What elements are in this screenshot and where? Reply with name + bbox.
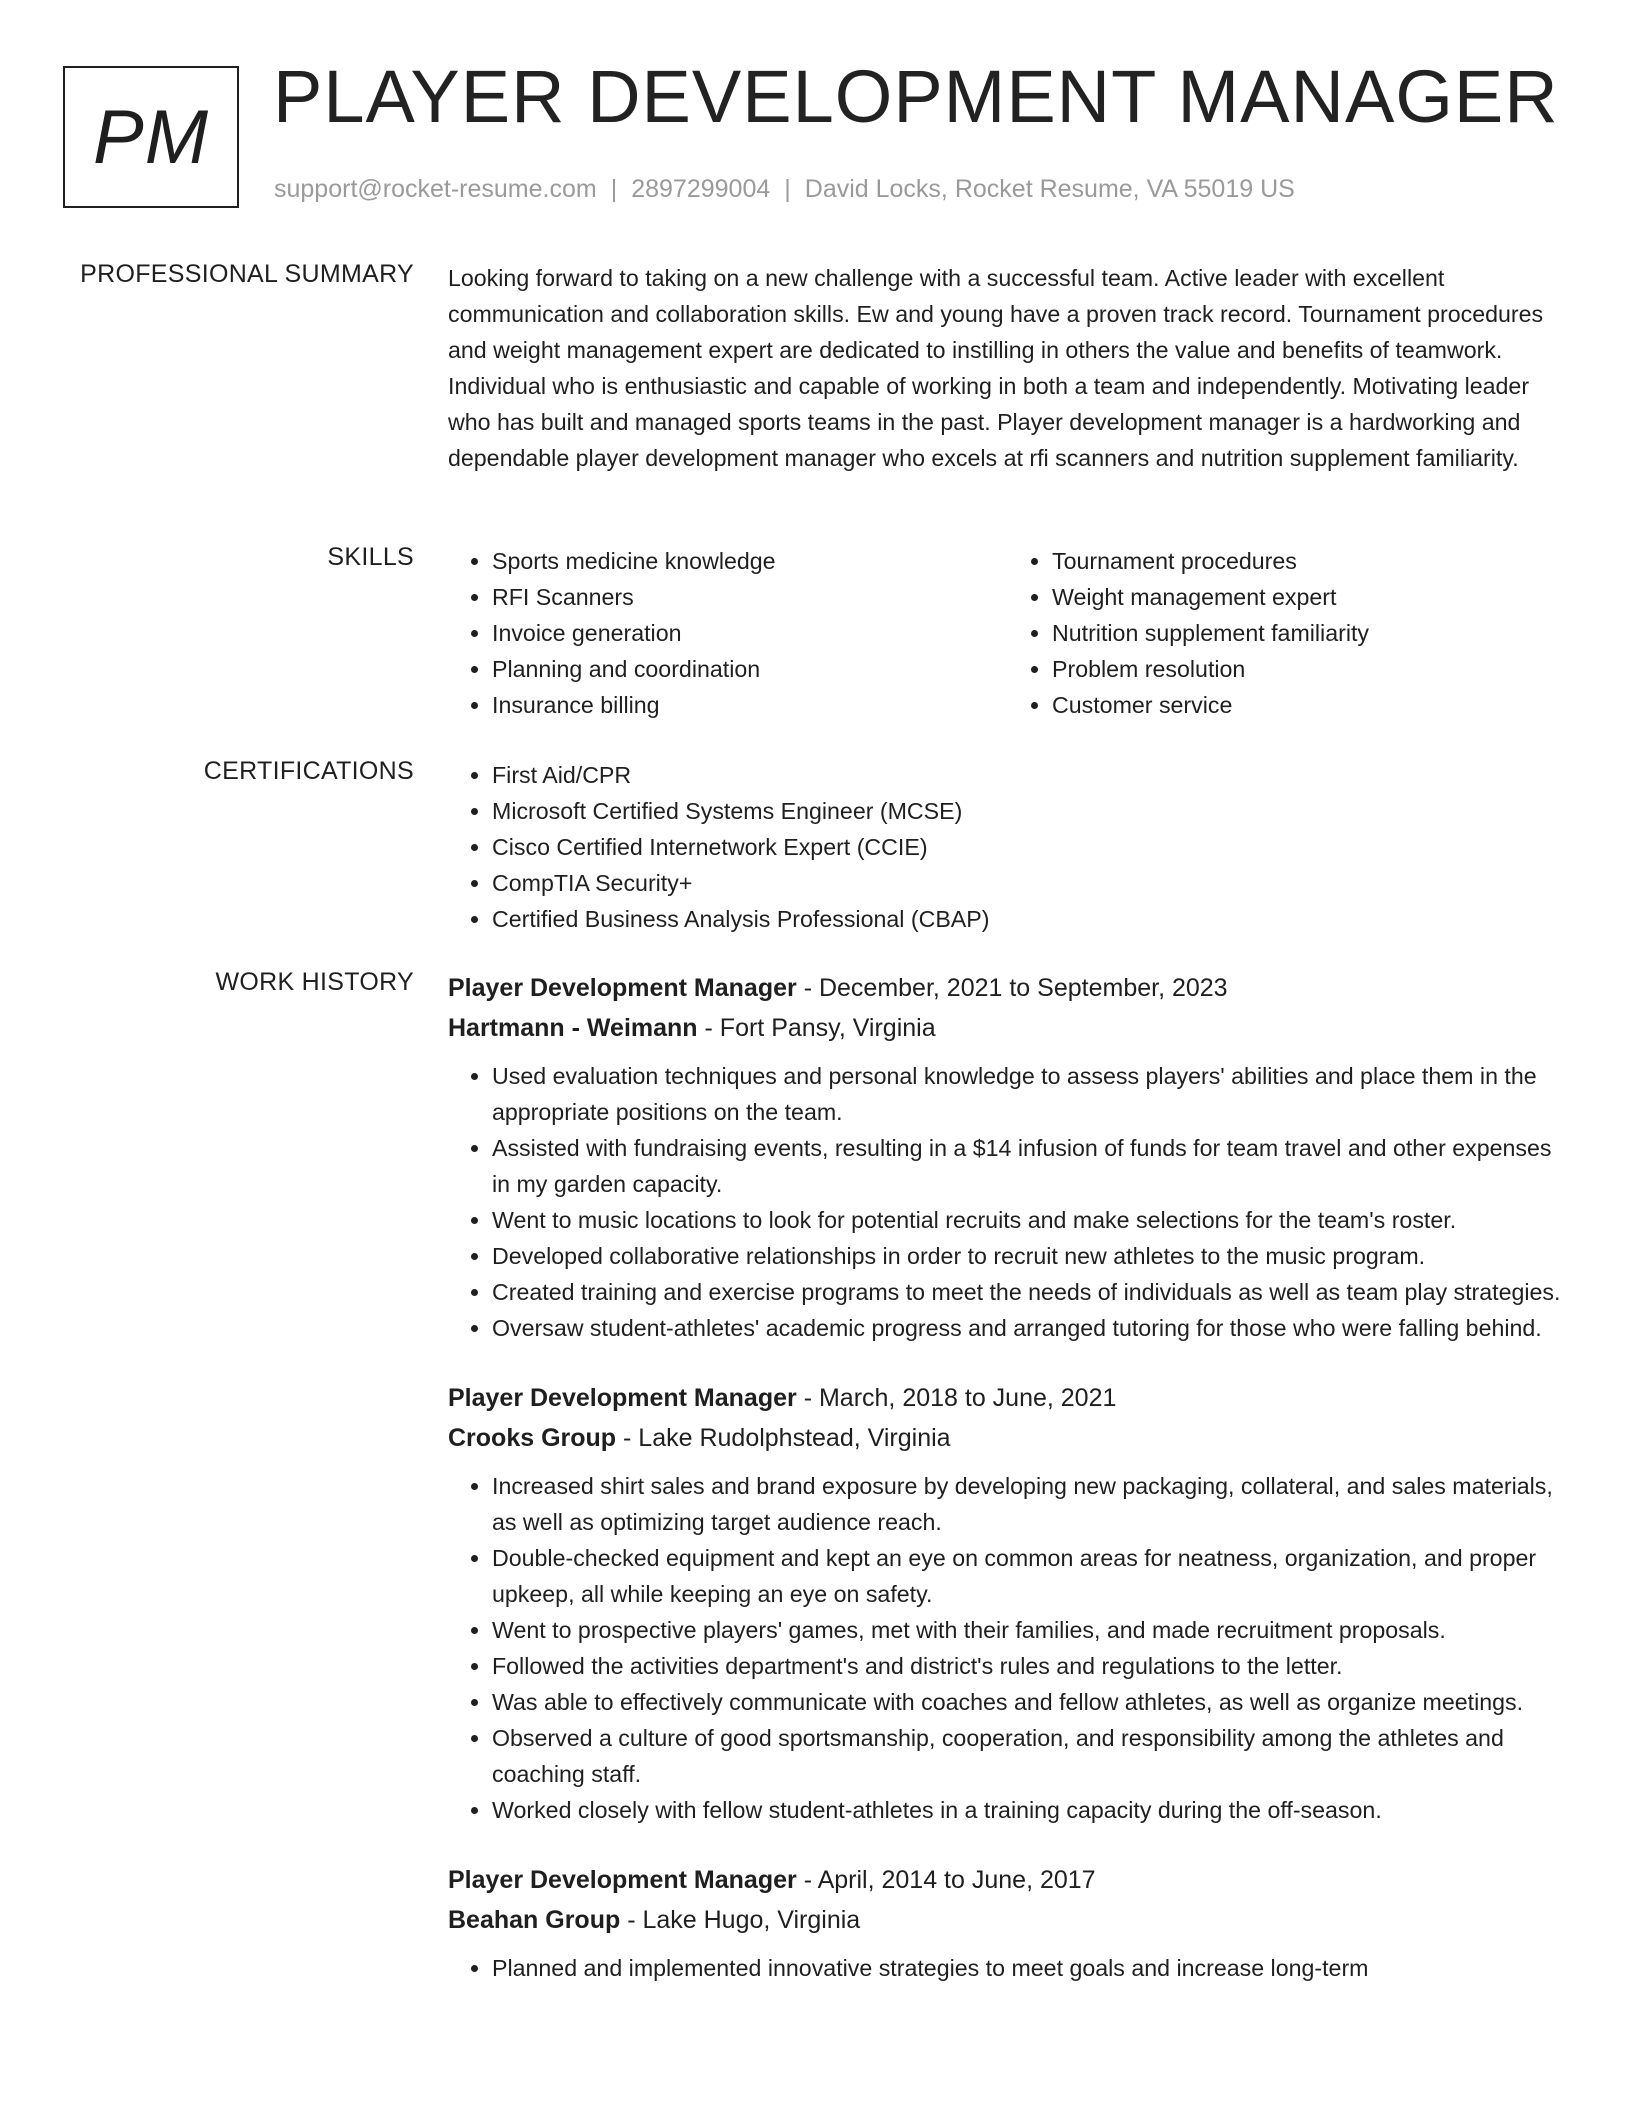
- work-history-heading: WORK HISTORY: [215, 968, 414, 996]
- job-entry: [448, 968, 1568, 1346]
- list-item: • Customer service: [1052, 687, 1568, 723]
- list-item: • Assisted with fundraising events, resulting in a $14 infusion of funds for team travel and other expenses in my garden capacity.: [492, 1130, 1568, 1202]
- job-role: Player Development Manager: [448, 974, 797, 1002]
- summary-text: Looking forward to taking on a new challenge with a successful team. Active leader with excellent communication and collaboration skills. Ew and young have a proven track record. Tournament procedures and weight management expert are dedicated to instilling in others the value and benefits of teamwork. Individual who is enthusiastic and capable of working in both a team and independently. Motivating leader who has built and managed sports teams in the past. Player development manager is a hardworking and dependable player development manager who excels at rfi scanners and nutrition supplement familiarity.: [448, 265, 1544, 471]
- job-bullets: [448, 1468, 1568, 1828]
- job-location: Fort Pansy, Virginia: [719, 1014, 936, 1042]
- list-item: • Planning and coordination: [492, 651, 1008, 687]
- list-item: • Was able to effectively communicate with coaches and fellow athletes, as well as organize meetings.: [492, 1684, 1568, 1720]
- job-bullets: [448, 1058, 1568, 1346]
- list-item: • Cisco Certified Internetwork Expert (CCIE): [492, 829, 1568, 865]
- list-item: • Worked closely with fellow student-athletes in a training capacity during the off-season.: [492, 1792, 1568, 1828]
- list-item: • Problem resolution: [1052, 651, 1568, 687]
- list-item: • Developed collaborative relationships in order to recruit new athletes to the music program.: [492, 1238, 1568, 1274]
- list-item: • Invoice generation: [492, 615, 1008, 651]
- job-location: Lake Rudolphstead, Virginia: [638, 1424, 951, 1452]
- job-location: Lake Hugo, Virginia: [642, 1906, 861, 1934]
- list-item: • Used evaluation techniques and personal knowledge to assess players' abilities and place them in the appropriate positions on the team.: [492, 1058, 1568, 1130]
- list-item: • Observed a culture of good sportsmanship, cooperation, and responsibility among the athletes and coaching staff.: [492, 1720, 1568, 1792]
- certifications-list: [448, 757, 1568, 937]
- skills-heading: SKILLS: [327, 543, 414, 571]
- skills-list-left: [448, 543, 1008, 723]
- job-entry: [448, 1860, 1568, 1986]
- list-item: • Microsoft Certified Systems Engineer (MCSE): [492, 793, 1568, 829]
- skills-list-right: [1008, 543, 1568, 723]
- job-dates: December, 2021 to September, 2023: [818, 974, 1228, 1002]
- job-title-line: Player Development Manager - December, 2021 to September, 2023: [448, 974, 1228, 1002]
- job-title-line: Player Development Manager - March, 2018 to June, 2021: [448, 1384, 1117, 1412]
- list-item: • Created training and exercise programs to meet the needs of individuals as well as team play strategies.: [492, 1274, 1568, 1310]
- monogram-logo: PM: [63, 66, 239, 208]
- job-dates: March, 2018 to June, 2021: [818, 1384, 1117, 1412]
- job-dates: April, 2014 to June, 2017: [817, 1866, 1096, 1894]
- list-item: • Went to prospective players' games, met with their families, and made recruitment proposals.: [492, 1612, 1568, 1648]
- list-item: • First Aid/CPR: [492, 757, 1568, 793]
- list-item: • Followed the activities department's and district's rules and regulations to the letter.: [492, 1648, 1568, 1684]
- job-role: Player Development Manager: [448, 1866, 797, 1894]
- list-item: • Oversaw student-athletes' academic progress and arranged tutoring for those who were falling behind.: [492, 1310, 1568, 1346]
- job-company-line: Beahan Group - Lake Hugo, Virginia: [448, 1906, 861, 1934]
- list-item: • Went to music locations to look for potential recruits and make selections for the team's roster.: [492, 1202, 1568, 1238]
- job-bullets: [448, 1950, 1568, 1986]
- job-company: Crooks Group: [448, 1424, 617, 1452]
- contact-separator: |: [784, 175, 791, 203]
- contact-address: David Locks, Rocket Resume, VA 55019 US: [804, 175, 1295, 203]
- list-item: • Weight management expert: [1052, 579, 1568, 615]
- contact-phone: 2897299004: [631, 175, 771, 203]
- list-item: • Nutrition supplement familiarity: [1052, 615, 1568, 651]
- list-item: • CompTIA Security+: [492, 865, 1568, 901]
- list-item: • Certified Business Analysis Professional (CBAP): [492, 901, 1568, 937]
- job-title-line: Player Development Manager - April, 2014 to June, 2017: [448, 1866, 1096, 1894]
- list-item: • Increased shirt sales and brand exposure by developing new packaging, collateral, and sales materials, as well as optimizing target audience reach.: [492, 1468, 1568, 1540]
- job-company-line: Crooks Group - Lake Rudolphstead, Virginia: [448, 1424, 951, 1452]
- job-role: Player Development Manager: [448, 1384, 797, 1412]
- certifications-heading: CERTIFICATIONS: [203, 757, 414, 785]
- list-item: • Insurance billing: [492, 687, 1008, 723]
- list-item: • Double-checked equipment and kept an eye on common areas for neatness, organization, and proper upkeep, all while keeping an eye on safety.: [492, 1540, 1568, 1612]
- contact-email: support@rocket-resume.com: [274, 175, 597, 203]
- job-company: Beahan Group: [448, 1906, 621, 1934]
- job-entry: [448, 1378, 1568, 1828]
- list-item: • Planned and implemented innovative strategies to meet goals and increase long-term: [492, 1950, 1568, 1986]
- contact-line: [274, 175, 1295, 204]
- job-company-line: Hartmann - Weimann - Fort Pansy, Virginia: [448, 1014, 936, 1042]
- list-item: • Tournament procedures: [1052, 543, 1568, 579]
- summary-heading: PROFESSIONAL SUMMARY: [80, 260, 414, 288]
- contact-separator: |: [610, 175, 618, 203]
- job-company: Hartmann - Weimann: [448, 1014, 698, 1042]
- page-title: PLAYER DEVELOPMENT MANAGER: [273, 55, 1559, 138]
- list-item: • RFI Scanners: [492, 579, 1008, 615]
- list-item: • Sports medicine knowledge: [492, 543, 1008, 579]
